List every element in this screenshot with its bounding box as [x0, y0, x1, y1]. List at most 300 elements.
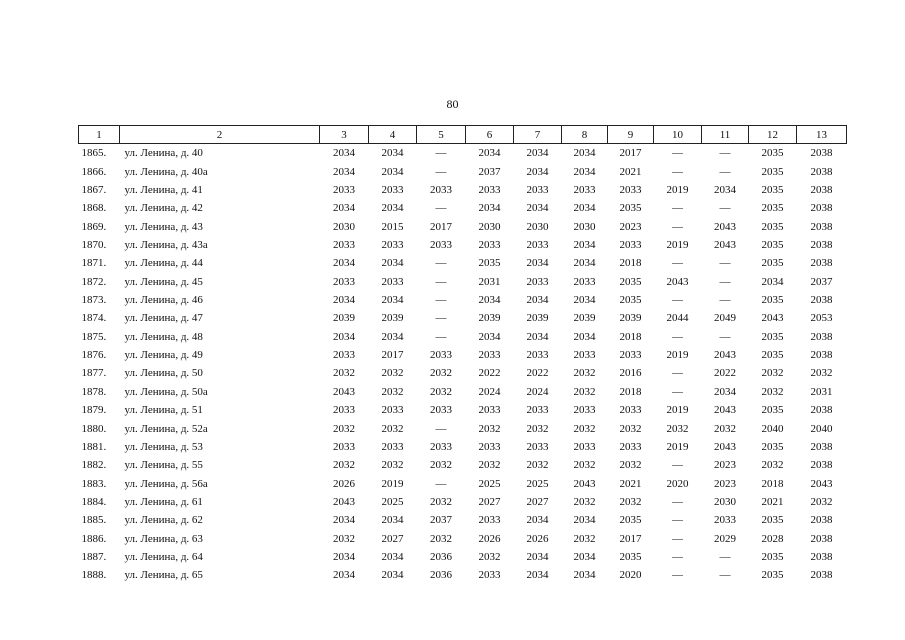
year-cell: 2033 [573, 275, 596, 288]
year-cell: 2032 [666, 422, 689, 435]
year-cell: 2043 [810, 477, 833, 490]
year-cell: 2034 [381, 257, 404, 270]
year-cell: 2040 [761, 422, 784, 435]
year-cell: 2035 [761, 440, 784, 453]
year-cell: 2043 [573, 477, 596, 490]
address-cell: ул. Ленина, д. 53 [124, 440, 203, 453]
year-cell: 2032 [333, 532, 355, 545]
year-cell: 2038 [810, 569, 833, 582]
address-cell: ул. Ленина, д. 56а [124, 477, 208, 490]
row-number: 1879. [81, 404, 107, 417]
year-cell: 2034 [526, 202, 549, 215]
year-cell: 2018 [619, 385, 642, 398]
year-cell: 2038 [810, 459, 833, 472]
year-cell: 2035 [478, 257, 501, 270]
year-cell: — [435, 257, 447, 270]
year-cell: 2033 [526, 440, 549, 453]
year-cell: 2034 [526, 551, 549, 564]
year-cell: 2018 [761, 477, 784, 490]
year-cell: 2019 [666, 404, 689, 417]
year-cell: 2033 [526, 183, 549, 196]
year-cell: — [672, 532, 683, 545]
table-row [79, 383, 847, 401]
year-cell: — [719, 551, 731, 564]
year-cell: 2032 [619, 496, 642, 508]
year-cell: — [719, 275, 731, 288]
year-cell: 2035 [619, 514, 642, 527]
year-cell: 2033 [430, 349, 452, 362]
year-cell: — [672, 330, 683, 343]
column-header-4: 4 [369, 126, 417, 144]
year-cell: 2033 [619, 404, 642, 417]
year-cell: 2040 [810, 422, 833, 435]
table-row [79, 291, 847, 309]
year-cell: 2033 [430, 440, 452, 453]
year-cell: 2035 [761, 514, 784, 527]
table-row [79, 548, 847, 566]
year-cell: 2027 [478, 496, 501, 508]
year-cell: 2038 [810, 220, 833, 233]
year-cell: 2034 [333, 294, 355, 307]
year-cell: 2038 [810, 551, 833, 564]
year-cell: 2032 [430, 385, 452, 398]
row-number: 1875. [81, 330, 107, 343]
row-number: 1872. [81, 275, 107, 288]
column-header-13: 13 [797, 126, 847, 144]
year-cell: 2021 [619, 477, 642, 490]
year-cell: 2033 [430, 404, 452, 417]
year-cell: 2035 [761, 238, 784, 251]
year-cell: 2024 [478, 385, 501, 398]
table-row [79, 456, 847, 474]
year-cell: 2025 [526, 477, 549, 490]
year-cell: 2038 [810, 404, 833, 417]
year-cell: 2043 [761, 312, 784, 325]
year-cell: — [435, 294, 447, 307]
year-cell: — [435, 330, 447, 343]
year-cell: 2032 [573, 496, 596, 508]
year-cell: 2030 [714, 496, 736, 508]
year-cell: 2039 [333, 312, 355, 325]
year-cell: — [719, 257, 731, 270]
year-cell: 2043 [666, 275, 689, 288]
year-cell: 2032 [761, 367, 784, 380]
year-cell: 2034 [573, 330, 596, 343]
year-cell: 2033 [714, 514, 736, 527]
year-cell: — [672, 165, 683, 178]
address-cell: ул. Ленина, д. 45 [124, 275, 203, 288]
year-cell: 2026 [478, 532, 501, 545]
year-cell: — [672, 569, 683, 582]
row-number: 1871. [81, 257, 107, 270]
year-cell: 2032 [381, 385, 404, 398]
column-header-12: 12 [749, 126, 797, 144]
year-cell: — [719, 569, 731, 582]
address-cell: ул. Ленина, д. 43 [124, 220, 203, 233]
year-cell: — [435, 312, 447, 325]
year-cell: — [672, 257, 683, 270]
year-cell: 2033 [619, 349, 642, 362]
year-cell: 2034 [333, 257, 355, 270]
year-cell: 2030 [478, 220, 501, 233]
year-cell: 2034 [573, 514, 596, 527]
address-cell: ул. Ленина, д. 42 [124, 202, 203, 215]
year-cell: 2034 [478, 330, 501, 343]
year-cell: 2034 [526, 569, 549, 582]
address-cell: ул. Ленина, д. 48 [124, 330, 203, 343]
year-cell: 2035 [761, 220, 784, 233]
row-number: 1881. [81, 440, 107, 453]
year-cell: 2034 [478, 294, 501, 307]
year-cell: 2033 [333, 349, 355, 362]
year-cell: 2019 [666, 440, 689, 453]
year-cell: 2019 [666, 238, 689, 251]
year-cell: 2018 [619, 257, 642, 270]
year-cell: 2033 [526, 275, 549, 288]
year-cell: 2034 [526, 165, 549, 178]
year-cell: 2034 [573, 551, 596, 564]
year-cell: 2033 [573, 404, 596, 417]
year-cell: 2043 [333, 496, 355, 508]
year-cell: — [719, 165, 731, 178]
year-cell: — [672, 202, 683, 215]
year-cell: 2033 [430, 183, 452, 196]
year-cell: 2025 [478, 477, 501, 490]
year-cell: 2034 [333, 165, 355, 178]
year-cell: 2034 [333, 202, 355, 215]
column-header-1: 1 [79, 126, 120, 144]
year-cell: — [672, 367, 683, 380]
address-cell: ул. Ленина, д. 52а [124, 422, 208, 435]
year-cell: 2034 [526, 147, 549, 160]
year-cell: 2032 [478, 422, 501, 435]
year-cell: 2033 [526, 349, 549, 362]
year-cell: 2033 [478, 238, 501, 251]
year-cell: 2034 [381, 165, 404, 178]
year-cell: 2033 [619, 440, 642, 453]
year-cell: 2032 [381, 422, 404, 435]
year-cell: 2035 [619, 202, 642, 215]
year-cell: 2017 [619, 532, 642, 545]
column-header-8: 8 [562, 126, 608, 144]
year-cell: 2032 [761, 459, 784, 472]
year-cell: — [672, 459, 683, 472]
year-cell: 2035 [761, 294, 784, 307]
year-cell: 2034 [381, 147, 404, 160]
year-cell: 2034 [761, 275, 784, 288]
table-row [79, 401, 847, 419]
year-cell: 2053 [810, 312, 833, 325]
year-cell: — [719, 147, 731, 160]
year-cell: — [435, 422, 447, 435]
year-cell: 2049 [714, 312, 736, 325]
year-cell: 2033 [381, 238, 404, 251]
year-cell: 2032 [573, 422, 596, 435]
row-number: 1884. [81, 496, 107, 508]
year-cell: 2033 [381, 404, 404, 417]
row-number: 1880. [81, 422, 107, 435]
row-number: 1888. [81, 569, 107, 582]
address-cell: ул. Ленина, д. 50а [124, 385, 208, 398]
year-cell: — [672, 294, 683, 307]
address-cell: ул. Ленина, д. 44 [124, 257, 203, 270]
year-cell: 2030 [573, 220, 596, 233]
year-cell: 2034 [573, 569, 596, 582]
year-cell: 2035 [761, 202, 784, 215]
year-cell: 2032 [810, 367, 833, 380]
year-cell: 2016 [619, 367, 642, 380]
year-cell: 2038 [810, 238, 833, 251]
buildings-table [78, 125, 847, 585]
row-number: 1878. [81, 385, 107, 398]
year-cell: 2035 [619, 551, 642, 564]
row-number: 1874. [81, 312, 107, 325]
year-cell: 2033 [478, 514, 501, 527]
row-number: 1873. [81, 294, 107, 307]
year-cell: 2019 [666, 349, 689, 362]
year-cell: 2034 [714, 385, 736, 398]
year-cell: 2032 [478, 551, 501, 564]
year-cell: 2032 [381, 459, 404, 472]
year-cell: 2033 [430, 238, 452, 251]
column-header-6: 6 [466, 126, 514, 144]
year-cell: 2035 [761, 183, 784, 196]
year-cell: 2034 [573, 147, 596, 160]
year-cell: 2032 [526, 422, 549, 435]
year-cell: 2033 [381, 440, 404, 453]
year-cell: 2033 [333, 238, 355, 251]
year-cell: — [435, 477, 447, 490]
year-cell: 2032 [478, 459, 501, 472]
table-body [79, 144, 847, 585]
year-cell: 2033 [478, 569, 501, 582]
year-cell: 2033 [526, 404, 549, 417]
year-cell: 2033 [333, 440, 355, 453]
year-cell: 2038 [810, 202, 833, 215]
address-cell: ул. Ленина, д. 64 [124, 551, 203, 564]
year-cell: 2019 [381, 477, 404, 490]
year-cell: 2039 [478, 312, 501, 325]
year-cell: — [672, 385, 683, 398]
year-cell: 2026 [526, 532, 549, 545]
column-header-7: 7 [514, 126, 562, 144]
year-cell: 2032 [714, 422, 736, 435]
year-cell: 2035 [619, 294, 642, 307]
year-cell: 2032 [333, 422, 355, 435]
year-cell: 2020 [666, 477, 689, 490]
year-cell: 2034 [573, 238, 596, 251]
address-cell: ул. Ленина, д. 55 [124, 459, 203, 472]
year-cell: 2023 [714, 477, 736, 490]
year-cell: — [719, 202, 731, 215]
year-cell: 2034 [573, 202, 596, 215]
year-cell: 2020 [619, 569, 642, 582]
year-cell: 2043 [333, 385, 355, 398]
year-cell: — [719, 330, 731, 343]
year-cell: 2032 [810, 496, 833, 508]
table-row [79, 181, 847, 199]
year-cell: 2028 [761, 532, 784, 545]
year-cell: 2032 [526, 459, 549, 472]
year-cell: 2043 [714, 220, 736, 233]
year-cell: — [435, 275, 447, 288]
year-cell: 2032 [761, 385, 784, 398]
row-number: 1883. [81, 477, 107, 490]
year-cell: 2032 [573, 459, 596, 472]
row-number: 1868. [81, 202, 107, 215]
year-cell: 2034 [381, 514, 404, 527]
table-row [79, 254, 847, 272]
table-row [79, 309, 847, 327]
year-cell: 2037 [810, 275, 833, 288]
table-row [79, 364, 847, 382]
year-cell: 2030 [526, 220, 549, 233]
year-cell: 2034 [526, 294, 549, 307]
table-row [79, 273, 847, 291]
row-number: 1877. [81, 367, 107, 380]
table-row [79, 419, 847, 437]
year-cell: 2034 [526, 257, 549, 270]
year-cell: 2033 [526, 238, 549, 251]
year-cell: 2033 [478, 404, 501, 417]
year-cell: 2034 [478, 202, 501, 215]
address-cell: ул. Ленина, д. 43а [124, 238, 208, 251]
row-number: 1867. [81, 183, 107, 196]
year-cell: 2030 [333, 220, 355, 233]
row-number: 1886. [81, 532, 107, 545]
year-cell: 2035 [761, 349, 784, 362]
year-cell: 2022 [526, 367, 549, 380]
year-cell: 2043 [714, 349, 736, 362]
column-header-9: 9 [608, 126, 654, 144]
year-cell: 2032 [430, 459, 452, 472]
address-cell: ул. Ленина, д. 50 [124, 367, 203, 380]
year-cell: 2022 [478, 367, 501, 380]
table-row [79, 511, 847, 529]
table-row [79, 493, 847, 511]
year-cell: 2035 [761, 257, 784, 270]
year-cell: — [672, 551, 683, 564]
row-number: 1866. [81, 165, 107, 178]
year-cell: 2038 [810, 440, 833, 453]
year-cell: 2035 [761, 147, 784, 160]
year-cell: — [672, 147, 683, 160]
year-cell: 2032 [333, 459, 355, 472]
year-cell: 2033 [333, 275, 355, 288]
year-cell: 2038 [810, 183, 833, 196]
row-number: 1865. [81, 147, 107, 160]
year-cell: — [435, 165, 447, 178]
year-cell: 2034 [573, 257, 596, 270]
year-cell: 2034 [381, 294, 404, 307]
year-cell: 2026 [333, 477, 355, 490]
table-row [79, 566, 847, 584]
year-cell: 2033 [381, 183, 404, 196]
year-cell: 2025 [381, 496, 404, 508]
year-cell: 2035 [761, 404, 784, 417]
address-cell: ул. Ленина, д. 51 [124, 404, 203, 417]
address-cell: ул. Ленина, д. 62 [124, 514, 203, 527]
year-cell: 2043 [714, 238, 736, 251]
year-cell: 2027 [381, 532, 404, 545]
year-cell: 2034 [381, 330, 404, 343]
year-cell: 2032 [573, 532, 596, 545]
year-cell: 2038 [810, 349, 833, 362]
year-cell: 2034 [333, 330, 355, 343]
year-cell: 2038 [810, 532, 833, 545]
address-cell: ул. Ленина, д. 63 [124, 532, 203, 545]
year-cell: 2033 [478, 183, 501, 196]
page-number: 80 [446, 97, 459, 111]
address-cell: ул. Ленина, д. 41 [124, 183, 203, 196]
year-cell: — [435, 202, 447, 215]
year-cell: 2017 [430, 220, 452, 233]
table-row [79, 474, 847, 492]
year-cell: 2034 [333, 147, 355, 160]
row-number: 1869. [81, 220, 107, 233]
year-cell: 2033 [381, 275, 404, 288]
year-cell: 2043 [714, 404, 736, 417]
year-cell: 2021 [619, 165, 642, 178]
year-cell: 2035 [761, 165, 784, 178]
address-cell: ул. Ленина, д. 49 [124, 349, 203, 362]
year-cell: 2038 [810, 514, 833, 527]
year-cell: 2034 [714, 183, 736, 196]
year-cell: 2032 [430, 367, 452, 380]
year-cell: 2032 [573, 385, 596, 398]
year-cell: 2027 [526, 496, 549, 508]
header-row [79, 126, 847, 144]
year-cell: 2036 [430, 569, 452, 582]
column-header-10: 10 [654, 126, 702, 144]
year-cell: 2032 [619, 422, 642, 435]
year-cell: 2022 [714, 367, 736, 380]
year-cell: 2029 [714, 532, 736, 545]
year-cell: 2019 [666, 183, 689, 196]
year-cell: 2033 [619, 238, 642, 251]
year-cell: 2023 [619, 220, 642, 233]
year-cell: — [672, 514, 683, 527]
year-cell: 2032 [573, 367, 596, 380]
column-header-5: 5 [417, 126, 466, 144]
year-cell: 2035 [761, 330, 784, 343]
year-cell: 2044 [666, 312, 689, 325]
table-row [79, 236, 847, 254]
year-cell: 2031 [478, 275, 501, 288]
year-cell: 2034 [526, 514, 549, 527]
year-cell: — [719, 294, 731, 307]
address-cell: ул. Ленина, д. 40а [124, 165, 208, 178]
table-row [79, 346, 847, 364]
year-cell: 2024 [526, 385, 549, 398]
row-number: 1887. [81, 551, 107, 564]
row-number: 1876. [81, 349, 107, 362]
year-cell: 2034 [333, 551, 355, 564]
year-cell: 2031 [810, 385, 833, 398]
year-cell: 2034 [333, 514, 355, 527]
year-cell: 2034 [381, 202, 404, 215]
row-number: 1870. [81, 238, 107, 251]
year-cell: 2034 [333, 569, 355, 582]
year-cell: 2033 [478, 349, 501, 362]
row-number: 1885. [81, 514, 107, 527]
year-cell: 2034 [381, 569, 404, 582]
table-row [79, 530, 847, 548]
year-cell: 2023 [714, 459, 736, 472]
address-cell: ул. Ленина, д. 40 [124, 147, 203, 160]
address-cell: ул. Ленина, д. 65 [124, 569, 203, 582]
year-cell: 2033 [333, 183, 355, 196]
